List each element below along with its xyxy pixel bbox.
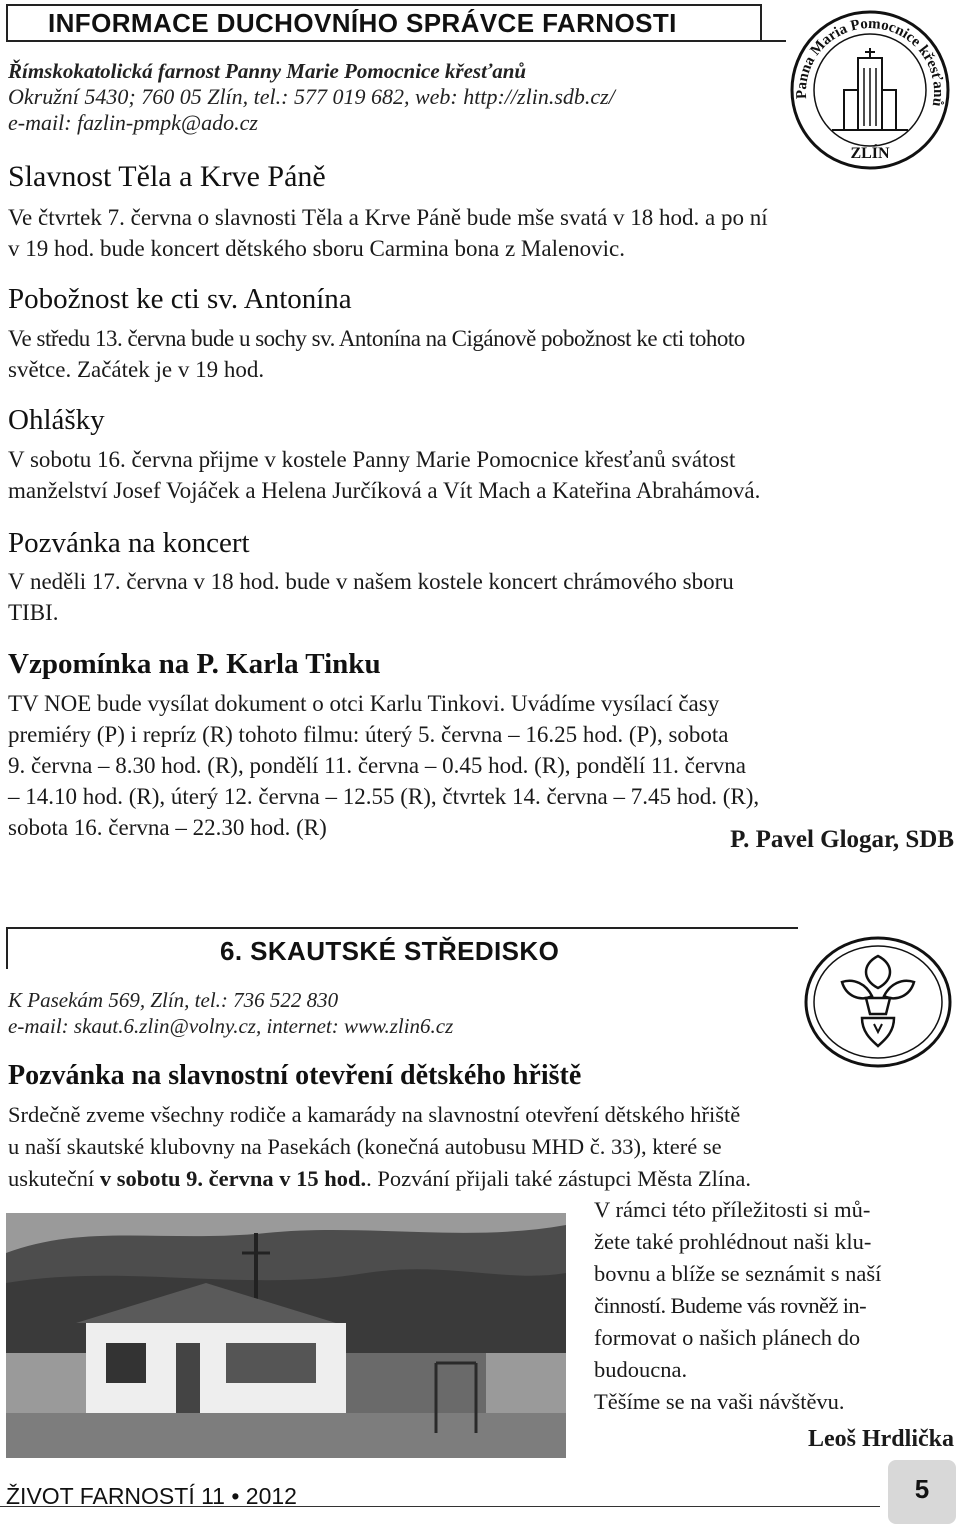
divider <box>6 40 786 42</box>
footer-title: ŽIVOT FARNOSTÍ 11 • 2012 <box>6 1483 297 1509</box>
article-title: Pobožnost ke cti sv. Antonína <box>8 283 352 315</box>
page-number: 5 <box>914 1474 930 1504</box>
scouts-signature: Leoš Hrdlička <box>807 1426 954 1452</box>
section-title-scouts: 6. SKAUTSKÉ STŘEDISKO <box>220 936 560 966</box>
clubhouse-photo <box>6 1213 566 1458</box>
parish-address: Okružní 5430; 760 05 Zlín, tel.: 577 019 682, web: http://zlin.sdb.cz/ <box>8 84 615 109</box>
scouts-contact: e-mail: skaut.6.zlin@volny.cz, internet: www.zlin6.cz <box>8 1014 454 1038</box>
article-body: Ve čtvrtek 7. června o slavnosti Těla a Krve Páně bude mše svatá v 18 hod. a po ní v 19 hod. bude koncert dětského sboru Carmina bona z Malenovic. <box>8 205 768 261</box>
parish-signature: P. Pavel Glogar, SDB <box>730 826 954 853</box>
scout-emblem <box>802 934 954 1070</box>
section-title-parish: INFORMACE DUCHOVNÍHO SPRÁVCE FARNOSTI <box>48 8 677 38</box>
article-body: V neděli 17. června v 18 hod. bude v našem kostele koncert chrámového sboru TIBI. <box>8 569 734 625</box>
article-title: Slavnost Těla a Krve Páně <box>8 160 326 193</box>
scouts-article-body: Srdečně zveme všechny rodiče a kamarády na slavnostní otevření dětského hřiště u naší skautské klubovny na Pasekách (konečná autobusu MHD č. 33), které se uskuteční v sobotu 9. června v 15 hod.. Pozvání přijali také zástupci Města Zlína. <box>8 1102 752 1191</box>
article-title: Ohlášky <box>8 404 105 436</box>
parish-email: e-mail: fazlin-pmpk@ado.cz <box>8 110 258 135</box>
scouts-article-title: Pozvánka na slavnostní otevření dětského hřiště <box>8 1060 582 1091</box>
parish-logo <box>788 8 952 172</box>
article-body: Ve středu 13. června bude u sochy sv. Antonína na Cigánově pobožnost ke cti tohoto světce. Začátek je v 19 hod. <box>8 326 745 382</box>
logo-bottom-text: ZLÍN <box>850 145 890 162</box>
logo-arc-text: Panna Maria Pomocnice křesťanů <box>793 15 947 108</box>
article-body: TV NOE bude vysílat dokument o otci Karlu Tinkovi. Uvádíme vysílací časy premiéry (P) i repríz (R) tohoto filmu: úterý 5. června – 16.25 hod. (P), sobota 9. června – 8.30 hod. (R), pondělí 11. června – 0.45 hod. (R), pondělí 11. června – 14.10 hod. (R), úterý 12. června – 12.55 (R), čtvrtek 14. června – 7.45 hod. (R), sobota 16. června – 22.30 hod. (R) <box>8 691 760 840</box>
article-title: Vzpomínka na P. Karla Tinku <box>8 648 381 680</box>
parish-name: Římskokatolická farnost Panny Marie Pomocnice křesťanů <box>8 59 527 83</box>
article-title: Pozvánka na koncert <box>8 527 250 559</box>
scouts-side-text: V rámci této příležitosti si mů- žete také prohlédnout naši klu- bovnu a blíže se seznámit s naší činností. Budeme vás rovněž in- formovat o našich plánech do budoucna. Těšíme se na vaši návštěvu. <box>594 1197 882 1414</box>
article-body: V sobotu 16. června přijme v kostele Panny Marie Pomocnice křesťanů svátost manželství Josef Vojáček a Helena Jurčíková a Vít Mach a Kateřina Abrahámová. <box>8 447 761 503</box>
scouts-address: K Pasekám 569, Zlín, tel.: 736 522 830 <box>8 988 339 1012</box>
